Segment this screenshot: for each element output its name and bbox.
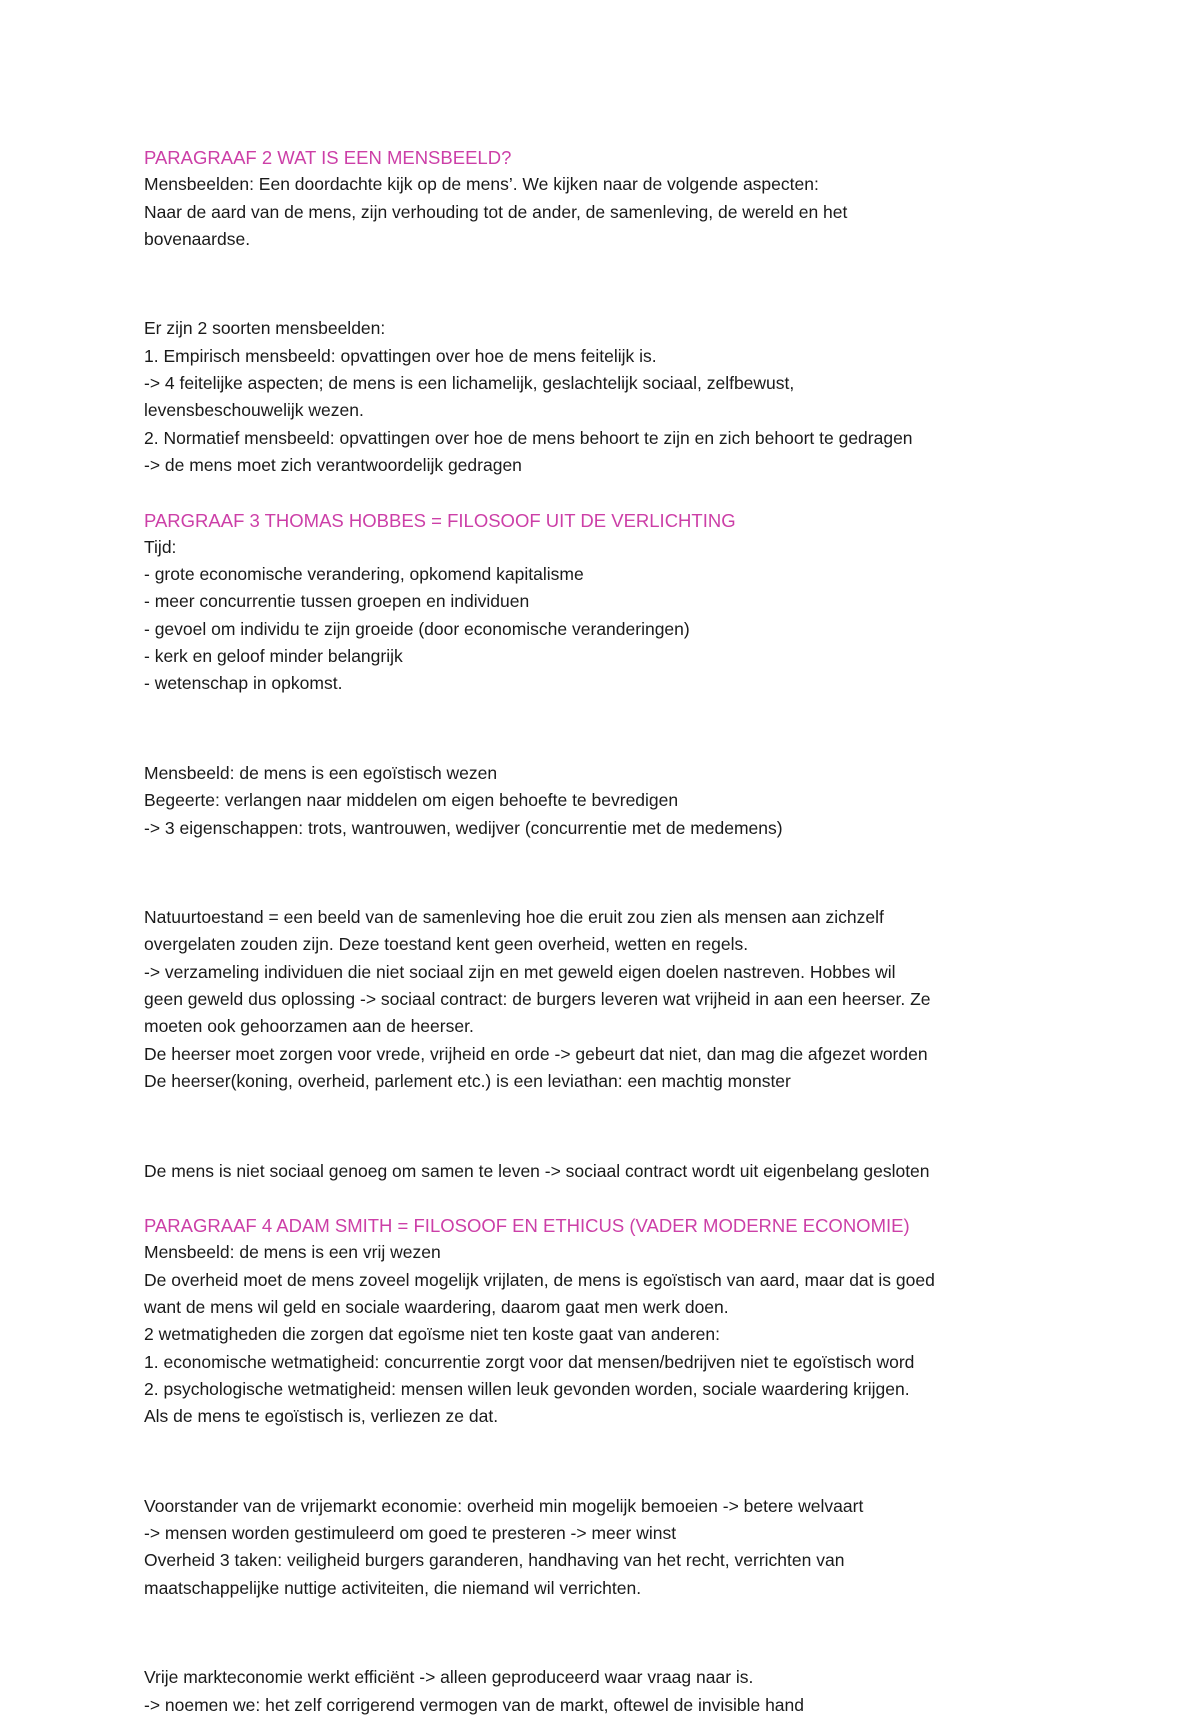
text-line: want de mens wil geld en sociale waardering, daarom gaat men werk doen.: [144, 1296, 729, 1317]
blank-line: [144, 715, 1084, 742]
text-line: Voorstander van de vrijemarkt economie: overheid min mogelijk bemoeien -> betere welvaart: [144, 1495, 864, 1516]
text-line: -> 3 eigenschappen: trots, wantrouwen, wedijver (concurrentie met de medemens): [144, 817, 783, 838]
text-line: moeten ook gehoorzamen aan de heerser.: [144, 1016, 474, 1037]
text-line: De heerser moet zorgen voor vrede, vrijheid en orde -> gebeurt dat niet, dan mag die afgezet worden: [144, 1043, 928, 1064]
text-line: Naar de aard van de mens, zijn verhouding tot de ander, de samenleving, de wereld en het: [144, 201, 848, 222]
text-line: maatschappelijke nuttige activiteiten, die niemand wil verrichten.: [144, 1577, 642, 1598]
text-line: 2 wetmatigheden die zorgen dat egoïsme niet ten koste gaat van anderen:: [144, 1324, 720, 1345]
text-line: 2. Normatief mensbeeld: opvattingen over hoe de mens behoort te zijn en zich behoort te gedragen: [144, 427, 913, 448]
text-line: geen geweld dus oplossing -> sociaal contract: de burgers leveren wat vrijheid in aan een heerser. Ze: [144, 989, 931, 1010]
text-line: bovenaardse.: [144, 228, 251, 249]
blank-line: [144, 271, 1084, 298]
text-line: 1. Empirisch mensbeeld: opvattingen over hoe de mens feitelijk is.: [144, 345, 657, 366]
blank-line: [144, 859, 1084, 886]
text-line: levensbeschouwelijk wezen.: [144, 400, 364, 421]
text-line: -> verzameling individuen die niet sociaal zijn en met geweld eigen doelen nastreven. Hobbes wil: [144, 961, 896, 982]
text-line: Er zijn 2 soorten mensbeelden:: [144, 318, 386, 339]
text-line: De overheid moet de mens zoveel mogelijk vrijlaten, de mens is egoïstisch van aard, maar dat is goed: [144, 1269, 935, 1290]
section-3: [144, 1212, 1084, 1719]
text-line: - meer concurrentie tussen groepen en individuen: [144, 591, 530, 612]
text-line: Overheid 3 taken: veiligheid burgers garanderen, handhaving van het recht, verrichten van: [144, 1550, 845, 1571]
section-heading: PARAGRAAF 4 ADAM SMITH = FILOSOOF EN ETHICUS (VADER MODERNE ECONOMIE): [144, 1215, 910, 1237]
blank-line: [144, 1448, 1084, 1475]
text-line: - wetenschap in opkomst.: [144, 673, 343, 694]
blank-line: [144, 1619, 1084, 1646]
text-line: De mens is niet sociaal genoeg om samen te leven -> sociaal contract wordt uit eigenbelang gesloten: [144, 1160, 930, 1181]
text-line: -> noemen we: het zelf corrigerend vermogen van de markt, oftewel de invisible hand: [144, 1694, 805, 1715]
section-spacer: [144, 1185, 1084, 1212]
blank-line: [144, 1113, 1084, 1140]
text-line: overgelaten zouden zijn. Deze toestand kent geen overheid, wetten en regels.: [144, 934, 749, 955]
text-line: -> 4 feitelijke aspecten; de mens is een lichamelijk, geslachtelijk sociaal, zelfbewust,: [144, 373, 795, 394]
section-heading: PARGRAAF 3 THOMAS HOBBES = FILOSOOF UIT DE VERLICHTING: [144, 509, 736, 531]
text-line: Als de mens te egoïstisch is, verliezen ze dat.: [144, 1406, 499, 1427]
text-line: Tijd:: [144, 536, 177, 557]
section-1: [144, 144, 1084, 479]
section-spacer: [144, 479, 1084, 506]
text-line: -> mensen worden gestimuleerd om goed te presteren -> meer winst: [144, 1523, 677, 1544]
text-line: Natuurtoestand = een beeld van de samenleving hoe die eruit zou zien als mensen aan zichzelf: [144, 907, 884, 928]
text-line: - kerk en geloof minder belangrijk: [144, 646, 403, 667]
text-line: Mensbeeld: de mens is een egoïstisch wezen: [144, 762, 498, 783]
text-line: Mensbeeld: de mens is een vrij wezen: [144, 1242, 441, 1263]
text-line: -> de mens moet zich verantwoordelijk gedragen: [144, 454, 522, 475]
text-line: - gevoel om individu te zijn groeide (door economische veranderingen): [144, 618, 690, 639]
section-2: [144, 507, 1084, 1185]
text-line: Mensbeelden: Een doordachte kijk op de mens’. We kijken naar de volgende aspecten:: [144, 174, 819, 195]
text-line: 2. psychologische wetmatigheid: mensen willen leuk gevonden worden, sociale waardering krijgen.: [144, 1378, 910, 1399]
text-line: 1. economische wetmatigheid: concurrentie zorgt voor dat mensen/bedrijven niet te egoïstisch word: [144, 1351, 915, 1372]
document-page: [144, 144, 1084, 1719]
text-line: De heerser(koning, overheid, parlement etc.) is een leviathan: een machtig monster: [144, 1070, 791, 1091]
text-line: - grote economische verandering, opkomend kapitalisme: [144, 564, 584, 585]
text-line: Begeerte: verlangen naar middelen om eigen behoefte te bevredigen: [144, 790, 679, 811]
text-line: Vrije markteconomie werkt efficiënt -> alleen geproduceerd waar vraag naar is.: [144, 1667, 754, 1688]
section-heading: PARAGRAAF 2 WAT IS EEN MENSBEELD?: [144, 147, 512, 168]
